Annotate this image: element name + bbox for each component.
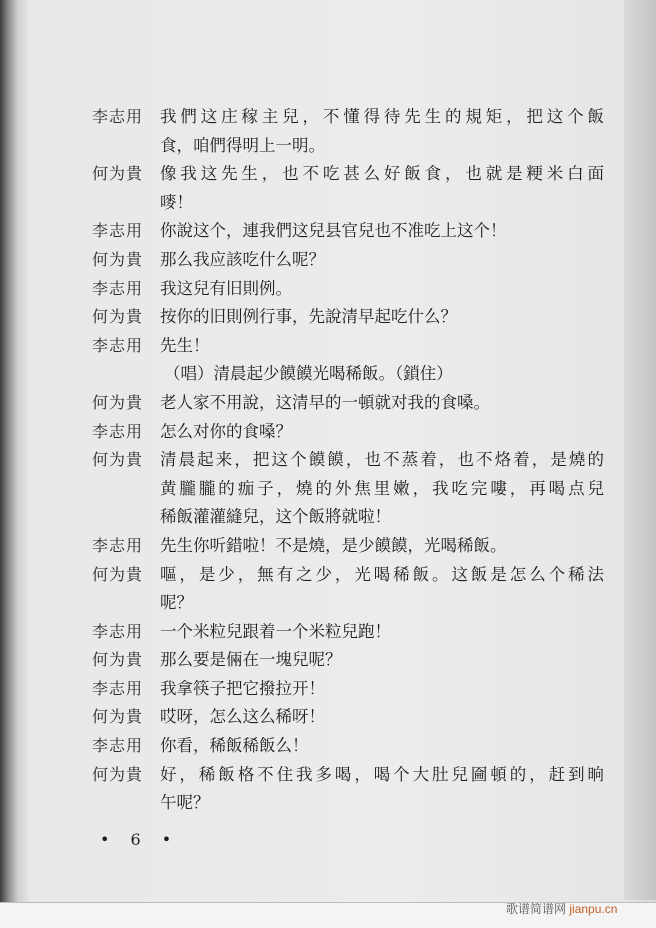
speech <box>160 732 604 761</box>
watermark-site: 歌谱简谱网 <box>506 902 567 916</box>
speaker-name: 李志用 <box>92 421 144 441</box>
speech-line: 稀飯灌灌縫兒，这个飯將就啦！ <box>160 507 391 527</box>
speech-line: 午呢？ <box>160 793 210 813</box>
speech <box>160 389 604 418</box>
speech-line: 像我这先生，也不吃甚么好飯食，也就是粳米白面 <box>160 164 604 184</box>
speech <box>160 160 604 217</box>
watermark-url: jianpu.cn <box>569 902 618 916</box>
speech <box>160 303 604 332</box>
speech-line: 好，稀飯格不住我多喝，喝个大肚兒圇頓的，赶到晌 <box>160 764 604 784</box>
speaker-name: 何为貴 <box>92 164 144 184</box>
speaker-name: 何为貴 <box>92 707 144 727</box>
speaker-name: 李志用 <box>92 221 144 241</box>
dialogue-entry <box>92 646 604 675</box>
speech-line: 老人家不用說，这清早的一頓就对我的食嗓。 <box>160 392 490 412</box>
speech <box>160 332 604 361</box>
dialogue-entry <box>92 332 604 361</box>
speech <box>160 103 604 160</box>
dialogue-entry <box>92 618 604 647</box>
speaker-name: 李志用 <box>92 678 144 698</box>
dialogue-entry <box>92 160 604 217</box>
speaker-name: 李志用 <box>92 621 144 641</box>
dialogue-entry <box>92 103 604 160</box>
speech-line: 按你的旧則例行事，先說清早起吃什么？ <box>160 307 457 327</box>
speaker-name: 李志用 <box>92 107 144 126</box>
speech <box>160 618 604 647</box>
speech-line: 怎么对你的食嗓？ <box>160 421 292 441</box>
speech <box>160 275 604 304</box>
speech <box>160 646 604 675</box>
speech-line: 那么要是倆在一塊兒呢？ <box>160 650 342 670</box>
dialogue-text <box>92 103 604 818</box>
speech-line: 先生！ <box>160 335 210 355</box>
speech-line: 黄朧朧的痂子，燒的外焦里嫩，我吃完嘍，再喝点兒 <box>160 478 604 498</box>
dialogue-entry <box>92 275 604 304</box>
speaker-name: 何为貴 <box>92 764 144 784</box>
speaker-name: 李志用 <box>92 335 144 355</box>
speaker-name: 何为貴 <box>92 450 144 470</box>
speaker-name: 李志用 <box>92 535 144 555</box>
speech-line: 嘜！ <box>160 192 193 212</box>
dialogue-entry <box>92 418 604 447</box>
page-edge-shadow <box>624 0 656 900</box>
dialogue-entry <box>92 446 604 532</box>
speech-line: 你看，稀飯稀飯么！ <box>160 736 309 756</box>
speaker-name <box>92 360 160 389</box>
speech <box>160 418 604 447</box>
dialogue-entry <box>92 360 604 389</box>
dialogue-entry <box>92 561 604 618</box>
speaker-name: 何为貴 <box>92 650 144 670</box>
dialogue-entry <box>92 675 604 704</box>
speech-line: 先生你听錯啦！不是燒，是少饃饃，光喝稀飯。 <box>160 535 507 555</box>
speaker-name: 何为貴 <box>92 392 144 412</box>
watermark <box>506 900 617 917</box>
speech-line: 你說这个，連我們这兒县官兒也不准吃上这个！ <box>160 221 507 241</box>
speech-line: 嘔，是少，無有之少，光喝稀飯。这飯是怎么个稀法 <box>160 564 604 584</box>
speech-line: 食，咱們得明上一明。 <box>160 135 325 155</box>
speech-line: 清晨起来，把这个饃饃，也不蒸着，也不烙着，是燒的 <box>160 450 604 470</box>
speech <box>160 532 604 561</box>
speech-line: 一个米粒兒跟着一个米粒兒跑！ <box>160 621 391 641</box>
page-number: • 6 • <box>100 830 180 849</box>
speech-line: 我拿筷子把它撥拉开！ <box>160 678 325 698</box>
speech-line: 那么我应該吃什么呢？ <box>160 249 325 269</box>
dialogue-entry <box>92 217 604 246</box>
speech-line: 呢？ <box>160 593 193 613</box>
speech <box>160 703 604 732</box>
speech <box>160 675 604 704</box>
speaker-name: 何为貴 <box>92 564 144 584</box>
speech <box>160 446 604 532</box>
stage-direction: （唱）清晨起少饃饃光喝稀飯。（鎖住） <box>164 364 453 384</box>
speech <box>160 246 604 275</box>
speech <box>160 761 604 818</box>
speech <box>160 360 604 389</box>
dialogue-entry <box>92 303 604 332</box>
speaker-name: 李志用 <box>92 736 144 756</box>
speaker-name: 何为貴 <box>92 249 144 269</box>
dialogue-entry <box>92 246 604 275</box>
dialogue-entry <box>92 732 604 761</box>
dialogue-entry <box>92 703 604 732</box>
dialogue-entry <box>92 532 604 561</box>
dialogue-entry <box>92 761 604 818</box>
dialogue-entry <box>92 389 604 418</box>
speaker-name: 李志用 <box>92 278 144 298</box>
speech-line: 我这兒有旧則例。 <box>160 278 292 298</box>
speech-line: 哎呀，怎么这么稀呀！ <box>160 707 325 727</box>
speech-line: 我們这庄稼主兒，不懂得待先生的規矩，把这个飯 <box>160 107 604 126</box>
speech <box>160 561 604 618</box>
speech <box>160 217 604 246</box>
speaker-name: 何为貴 <box>92 307 144 327</box>
